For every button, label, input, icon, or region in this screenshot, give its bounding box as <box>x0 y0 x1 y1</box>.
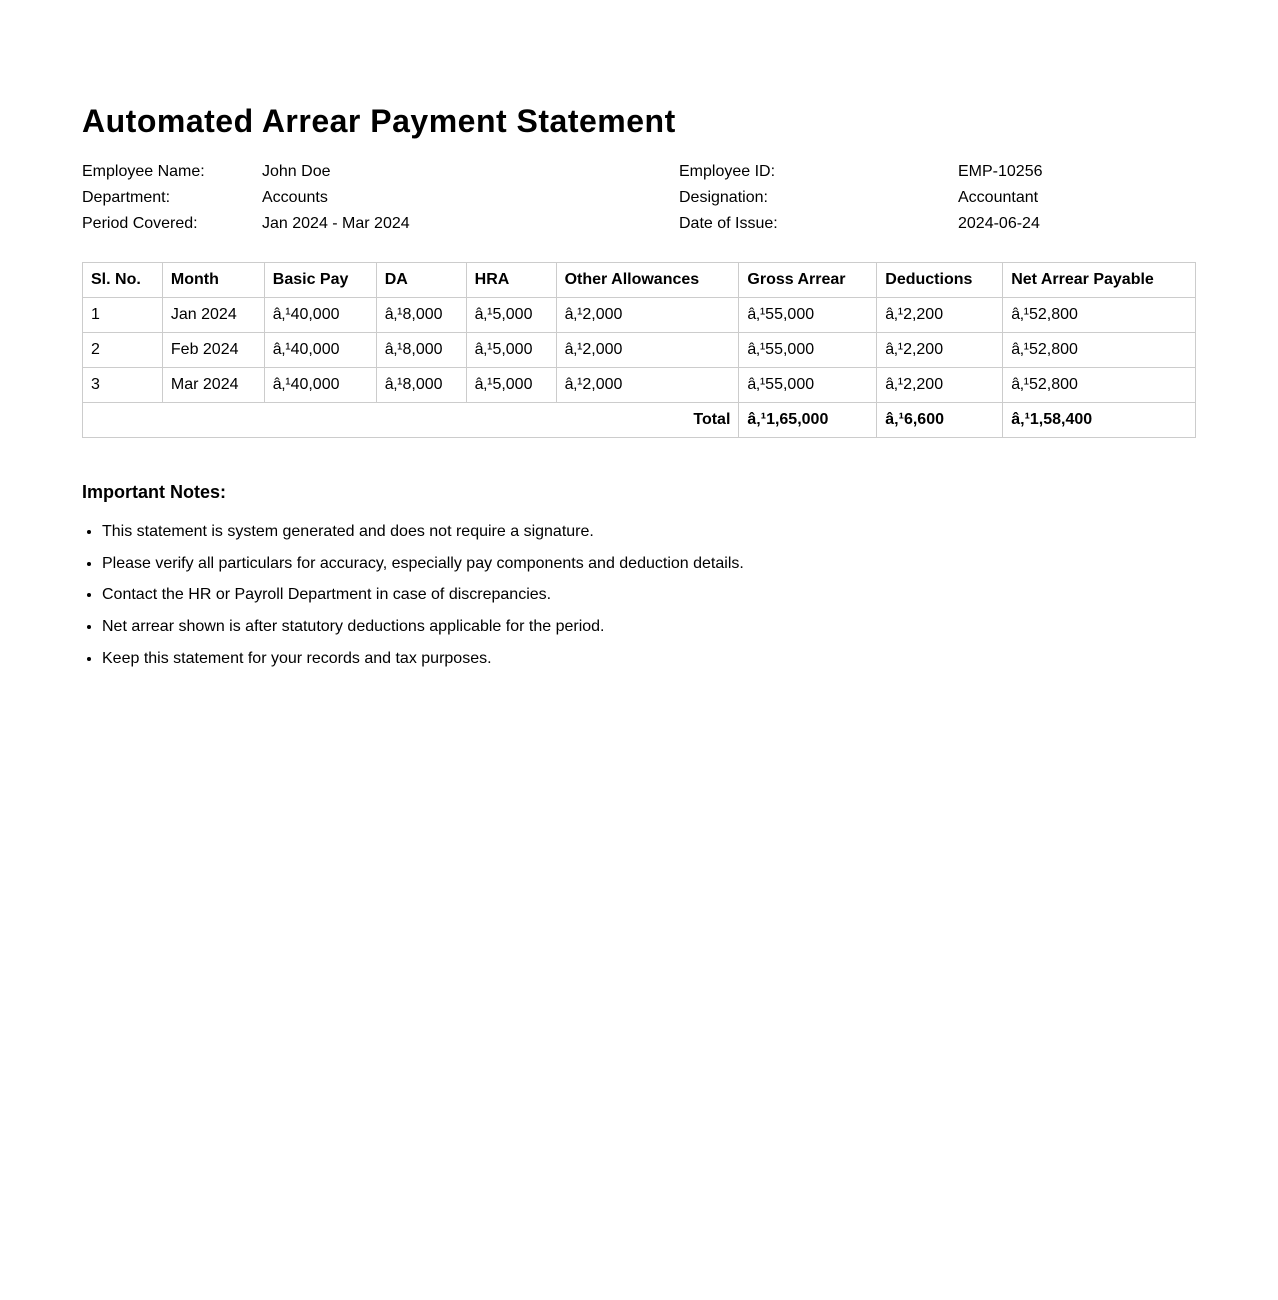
column-header: Sl. No. <box>83 263 163 298</box>
table-cell: â‚¹40,000 <box>264 368 376 403</box>
total-deductions: â‚¹6,600 <box>877 403 1003 438</box>
designation-label: Designation: <box>679 189 768 206</box>
page-title: Automated Arrear Payment Statement <box>82 103 676 139</box>
table-cell: â‚¹8,000 <box>376 333 466 368</box>
table-cell: Feb 2024 <box>162 333 264 368</box>
designation-value: Accountant <box>958 189 1039 206</box>
table-header-row <box>83 263 1196 298</box>
table-cell: â‚¹8,000 <box>376 368 466 403</box>
table-cell: â‚¹2,200 <box>877 333 1003 368</box>
employee-name-value: John Doe <box>262 163 331 180</box>
column-header: Deductions <box>877 263 1003 298</box>
table-cell: â‚¹5,000 <box>466 298 556 333</box>
arrear-table <box>82 262 1196 438</box>
column-header: Month <box>162 263 264 298</box>
column-header: DA <box>376 263 466 298</box>
employee-id-value: EMP-10256 <box>958 163 1043 180</box>
employee-id-label: Employee ID: <box>679 163 776 180</box>
employee-name-label: Employee Name: <box>82 163 205 180</box>
table-cell: 3 <box>83 368 163 403</box>
table-cell: â‚¹2,000 <box>556 368 739 403</box>
table-cell: 1 <box>83 298 163 333</box>
table-cell: â‚¹40,000 <box>264 298 376 333</box>
table-cell: Mar 2024 <box>162 368 264 403</box>
table-cell: â‚¹2,000 <box>556 333 739 368</box>
table-cell: â‚¹2,200 <box>877 298 1003 333</box>
notes-list <box>82 522 1196 669</box>
table-cell: â‚¹8,000 <box>376 298 466 333</box>
table-cell: â‚¹40,000 <box>264 333 376 368</box>
table-cell: â‚¹5,000 <box>466 368 556 403</box>
issue-date-value: 2024-06-24 <box>958 215 1040 232</box>
table-cell: â‚¹52,800 <box>1003 298 1196 333</box>
column-header: Net Arrear Payable <box>1003 263 1196 298</box>
list-item: • Contact the HR or Payroll Department in case of discrepancies. <box>102 585 1196 605</box>
total-label: Total <box>83 403 739 438</box>
list-item: • This statement is system generated and does not require a signature. <box>102 522 1196 542</box>
period-value: Jan 2024 - Mar 2024 <box>262 215 410 232</box>
department-label: Department: <box>82 189 171 206</box>
total-net-arrear: â‚¹1,58,400 <box>1003 403 1196 438</box>
total-row <box>83 403 1196 438</box>
department-value: Accounts <box>262 189 328 206</box>
table-cell: Jan 2024 <box>162 298 264 333</box>
table-cell: 2 <box>83 333 163 368</box>
column-header: Basic Pay <box>264 263 376 298</box>
list-item: • Net arrear shown is after statutory deductions applicable for the period. <box>102 617 1196 637</box>
total-gross-arrear: â‚¹1,65,000 <box>739 403 877 438</box>
table-row <box>83 368 1196 403</box>
table-row <box>83 333 1196 368</box>
list-item: • Keep this statement for your records and tax purposes. <box>102 649 1196 669</box>
notes-heading: Important Notes: <box>82 482 226 502</box>
table-cell: â‚¹55,000 <box>739 368 877 403</box>
employee-details <box>82 159 1196 237</box>
table-row <box>83 298 1196 333</box>
table-cell: â‚¹55,000 <box>739 333 877 368</box>
table-cell: â‚¹55,000 <box>739 298 877 333</box>
column-header: HRA <box>466 263 556 298</box>
table-cell: â‚¹52,800 <box>1003 333 1196 368</box>
table-cell: â‚¹5,000 <box>466 333 556 368</box>
column-header: Gross Arrear <box>739 263 877 298</box>
table-cell: â‚¹52,800 <box>1003 368 1196 403</box>
issue-date-label: Date of Issue: <box>679 215 778 232</box>
table-cell: â‚¹2,000 <box>556 298 739 333</box>
list-item: • Please verify all particulars for accuracy, especially pay components and deduction details. <box>102 554 1196 574</box>
column-header: Other Allowances <box>556 263 739 298</box>
table-cell: â‚¹2,200 <box>877 368 1003 403</box>
period-label: Period Covered: <box>82 215 198 232</box>
